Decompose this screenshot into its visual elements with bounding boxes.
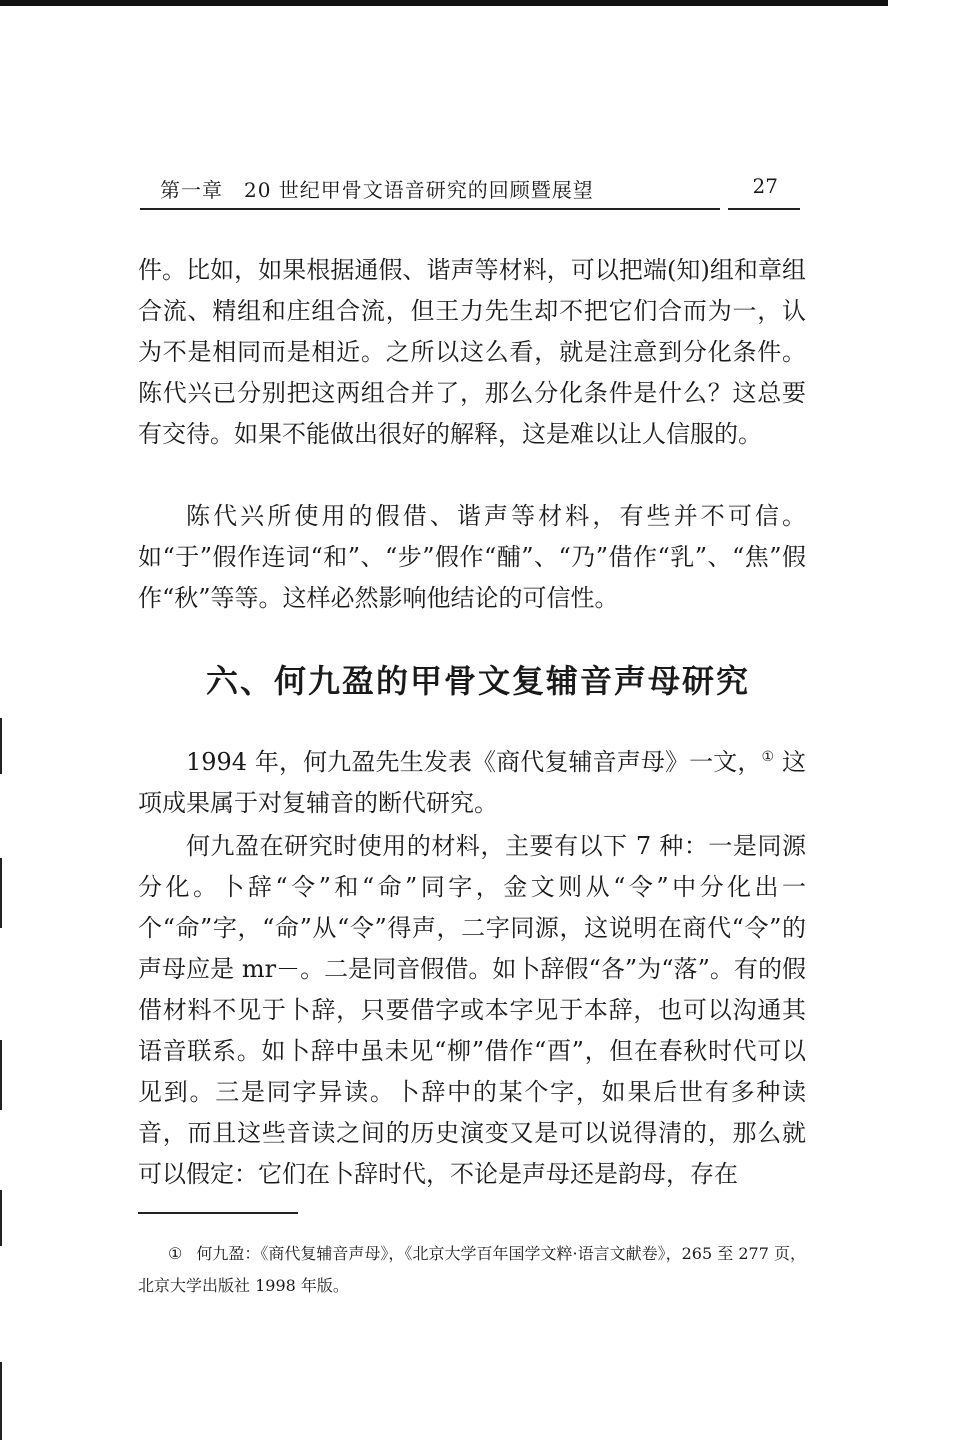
scan-top-border — [0, 0, 888, 6]
paragraph-materials — [138, 826, 806, 1195]
footnote-separator — [138, 1212, 298, 1214]
footnote-mark: ① — [168, 1244, 183, 1263]
paragraph-continuation — [138, 250, 806, 455]
running-header — [160, 170, 800, 204]
scan-edge-mark — [0, 1190, 2, 1246]
scan-edge-mark — [0, 718, 2, 774]
paragraph: 陈代兴所使用的假借、谐声等材料，有些并不可信。如“于”假作连词“和”、“步”假作“酺”、“乃”借作“乳”、“焦”假作“秋”等等。这样必然影响他结论的可信性。 — [138, 502, 806, 612]
paragraph: 何九盈在研究时使用的材料，主要有以下 7 种：一是同源分化。卜辞“令”和“命”同字，金文则从“令”中分化出一个“命”字，“命”从“令”得声，二字同源，这说明在商代“令”的声母应是 mr－。二是同音假借。如卜辞假“各”为“落”。有的假借材料不见于卜辞，只要借字或本字见于本辞，也可以沟通其语音联系。如卜辞中虽未见“柳”借作“酉”，但在春秋时代可以见到。三是同字异读。卜辞中的某个字，如果后世有多种读音，而且这些音读之间的历史演变又是可以说得清的，那么就可以假定：它们在卜辞时代，不论是声母还是韵母，存在 — [138, 832, 806, 1188]
scan-edge-mark — [0, 1362, 2, 1440]
scan-edge-mark — [0, 858, 2, 928]
paragraph-text: 这项成果属于对复辅音的断代研究。 — [138, 748, 806, 817]
header-rule-page — [728, 208, 800, 210]
footnote-text: 何九盈：《商代复辅音声母》，《北京大学百年国学文粹·语言文献卷》，265 至 277 页，北京大学出版社 1998 年版。 — [138, 1244, 806, 1295]
footnote-reference: ① — [761, 749, 775, 765]
paragraph-he-jiuying-intro — [138, 742, 806, 824]
paragraph: 件。比如，如果根据通假、谐声等材料，可以把端(知)组和章组合流、精组和庄组合流，但王力先生却不把它们合而为一，认为不是相同而是相近。之所以这么看，就是注意到分化条件。陈代兴已分别把这两组合并了，那么分化条件是什么？这总要有交待。如果不能做出很好的解释，这是难以让人信服的。 — [138, 256, 806, 448]
chapter-title: 第一章 20 世纪甲骨文语音研究的回顾暨展望 — [160, 178, 594, 202]
scan-edge-mark — [0, 1040, 2, 1110]
section-heading: 六、何九盈的甲骨文复辅音声母研究 — [206, 662, 751, 700]
paragraph — [138, 742, 806, 824]
paragraph-text: 1994 年，何九盈先生发表《商代复辅音声母》一文， — [186, 748, 762, 776]
footnote — [138, 1238, 806, 1302]
paragraph-chen-daixing — [138, 496, 806, 619]
page-number: 27 — [752, 174, 778, 198]
header-rule — [140, 208, 720, 210]
